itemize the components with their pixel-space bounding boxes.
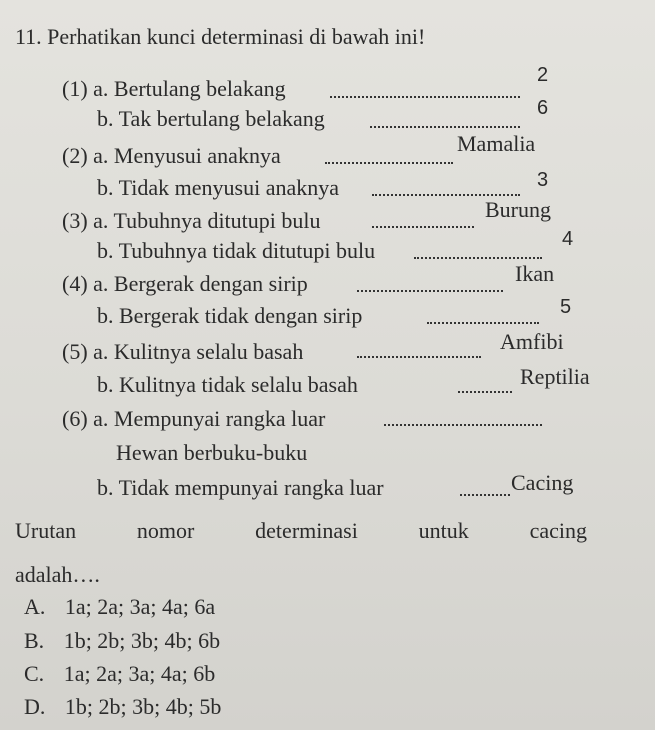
question-prompt	[15, 518, 587, 544]
key-6b-answer: Cacing	[511, 470, 574, 495]
option-text: 1a; 2a; 3a; 4a; 6a	[64, 594, 216, 619]
prompt-word: cacing	[529, 518, 587, 543]
key-6a-answer: Hewan berbuku-buku	[116, 440, 308, 465]
option-b[interactable]	[24, 628, 220, 654]
dot-leader	[414, 257, 542, 259]
dot-leader	[372, 226, 474, 228]
option-d[interactable]	[24, 694, 221, 720]
dot-leader	[330, 96, 520, 98]
key-6a-text: (6) a. Mempunyai rangka luar	[62, 406, 326, 431]
dot-leader	[427, 322, 539, 324]
prompt-word: determinasi	[255, 518, 358, 543]
dot-leader	[458, 391, 512, 393]
key-6b-text: b. Tidak mempunyai rangka luar	[97, 475, 384, 500]
option-a[interactable]	[24, 594, 215, 620]
key-4a-text: (4) a. Bergerak dengan sirip	[62, 271, 308, 296]
option-letter: C.	[24, 661, 45, 686]
key-1b-answer: 6	[537, 97, 549, 119]
key-3b-answer: 4	[562, 228, 574, 250]
prompt-word: Urutan	[15, 518, 77, 543]
dot-leader	[325, 162, 453, 164]
key-4a-answer: Ikan	[515, 261, 555, 286]
dot-leader	[460, 494, 510, 496]
key-2a-text: (2) a. Menyusui anaknya	[62, 143, 281, 168]
dot-leader	[357, 290, 503, 292]
key-4b-answer: 5	[560, 296, 572, 318]
question-title: 11. Perhatikan kunci determinasi di bawah ini!	[15, 24, 426, 49]
prompt-word: nomor	[136, 518, 195, 543]
key-5a-text: (5) a. Kulitnya selalu basah	[62, 339, 304, 364]
key-5b-text: b. Kulitnya tidak selalu basah	[97, 372, 358, 397]
option-text: 1b; 2b; 3b; 4b; 6b	[63, 628, 221, 653]
option-text: 1a; 2a; 3a; 4a; 6b	[63, 661, 216, 686]
question-prompt-end: adalah….	[15, 562, 100, 587]
key-2b-answer: 3	[537, 169, 549, 191]
dot-leader	[372, 194, 520, 196]
option-letter: B.	[24, 628, 45, 653]
key-3a-text: (3) a. Tubuhnya ditutupi bulu	[62, 208, 321, 233]
key-1a-text: (1) a. Bertulang belakang	[62, 76, 286, 101]
key-2a-answer: Mamalia	[457, 131, 536, 156]
dot-leader	[384, 424, 542, 426]
key-5a-answer: Amfibi	[500, 329, 564, 354]
key-1a-answer: 2	[537, 64, 549, 86]
key-3a-answer: Burung	[485, 197, 551, 222]
key-5b-answer: Reptilia	[520, 364, 590, 389]
key-3b-text: b. Tubuhnya tidak ditutupi bulu	[97, 238, 376, 263]
key-4b-text: b. Bergerak tidak dengan sirip	[97, 303, 363, 328]
option-text: 1b; 2b; 3b; 4b; 5b	[64, 694, 222, 719]
prompt-word: untuk	[418, 518, 469, 543]
option-letter: D.	[24, 694, 46, 719]
option-c[interactable]	[24, 661, 215, 687]
key-2b-text: b. Tidak menyusui anaknya	[97, 175, 339, 200]
dot-leader	[370, 126, 520, 128]
dot-leader	[357, 356, 481, 358]
option-letter: A.	[24, 594, 46, 619]
key-1b-text: b. Tak bertulang belakang	[97, 106, 325, 131]
